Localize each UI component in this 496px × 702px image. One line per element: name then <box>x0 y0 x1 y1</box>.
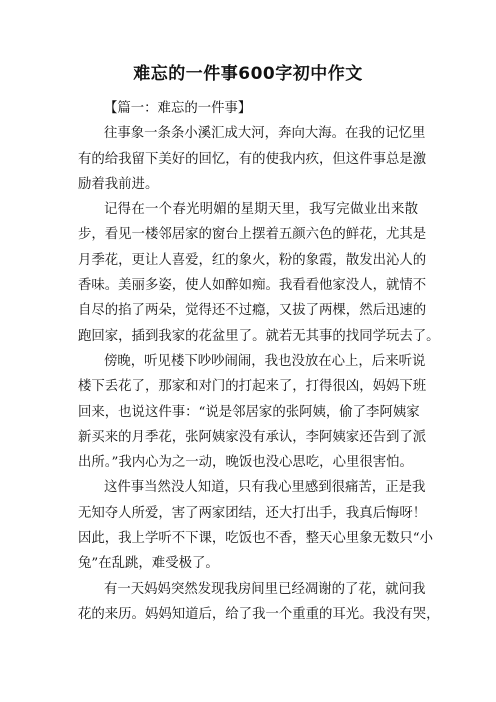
text-line: 这件事当然没人知道，只有我心里感到很痛苦，正是我 <box>104 480 426 496</box>
text-line: 回来，也说这件事：“说是邻居家的张阿姨，偷了李阿姨家 <box>78 404 420 420</box>
text-line: 出所。”我内心为之一动，晚饭也没心思吃，心里很害怕。 <box>78 455 413 471</box>
text-line: 兔”在乱跳，难受极了。 <box>78 556 219 572</box>
text-line: 新买来的月季花，张阿姨家没有承认，李阿姨家还告到了派 <box>78 429 427 445</box>
text-line: 往事象一条条小溪汇成大河，奔向大海。在我的记忆里 <box>104 126 426 142</box>
document-body <box>78 96 440 627</box>
text-line: 花的来历。妈妈知道后，给了我一个重重的耳光。我没有哭， <box>78 606 440 622</box>
document-title: 难忘的一件事600字初中作文 <box>133 64 363 84</box>
text-line: 傍晚，听见楼下吵吵闹闹，我也没放在心上，后来听说 <box>104 353 426 369</box>
text-line: 步，看见一楼邻居家的窗台上摆着五颜六色的鲜花，尤其是 <box>78 227 427 243</box>
text-line: 因此，我上学听不下课，吃饭也不香，整天心里象无数只“小 <box>78 531 433 547</box>
text-line: 无知夺人所爱，害了两家团结，还大打出手，我真后悔呀！ <box>78 505 427 521</box>
text-line: 月季花，更让人喜爱，红的象火，粉的象霞，散发出沁人的 <box>78 252 427 268</box>
text-line: 有一天妈妈突然发现我房间里已经凋谢的了花，就问我 <box>104 581 426 597</box>
text-line: 香味。美丽多姿，使人如醉如痴。我看看他家没人，就情不 <box>78 278 427 294</box>
text-line: 跑回家，插到我家的花盆里了。就若无其事的找同学玩去了。 <box>78 328 440 344</box>
text-line: 楼下丢花了，那家和对门的打起来了，打得很凶，妈妈下班 <box>78 379 427 395</box>
paragraph-lines <box>78 121 440 627</box>
section-heading: 【篇一：难忘的一件事】 <box>104 101 252 116</box>
text-line: 记得在一个春光明媚的星期天里，我写完做业出来散 <box>104 202 418 218</box>
text-line: 自尽的掐了两朵，觉得还不过瘾，又拔了两棵，然后迅速的 <box>78 303 427 319</box>
text-line: 有的给我留下美好的回忆，有的使我内疚，但这件事总是激 <box>78 151 427 167</box>
text-line: 励着我前进。 <box>78 176 159 192</box>
